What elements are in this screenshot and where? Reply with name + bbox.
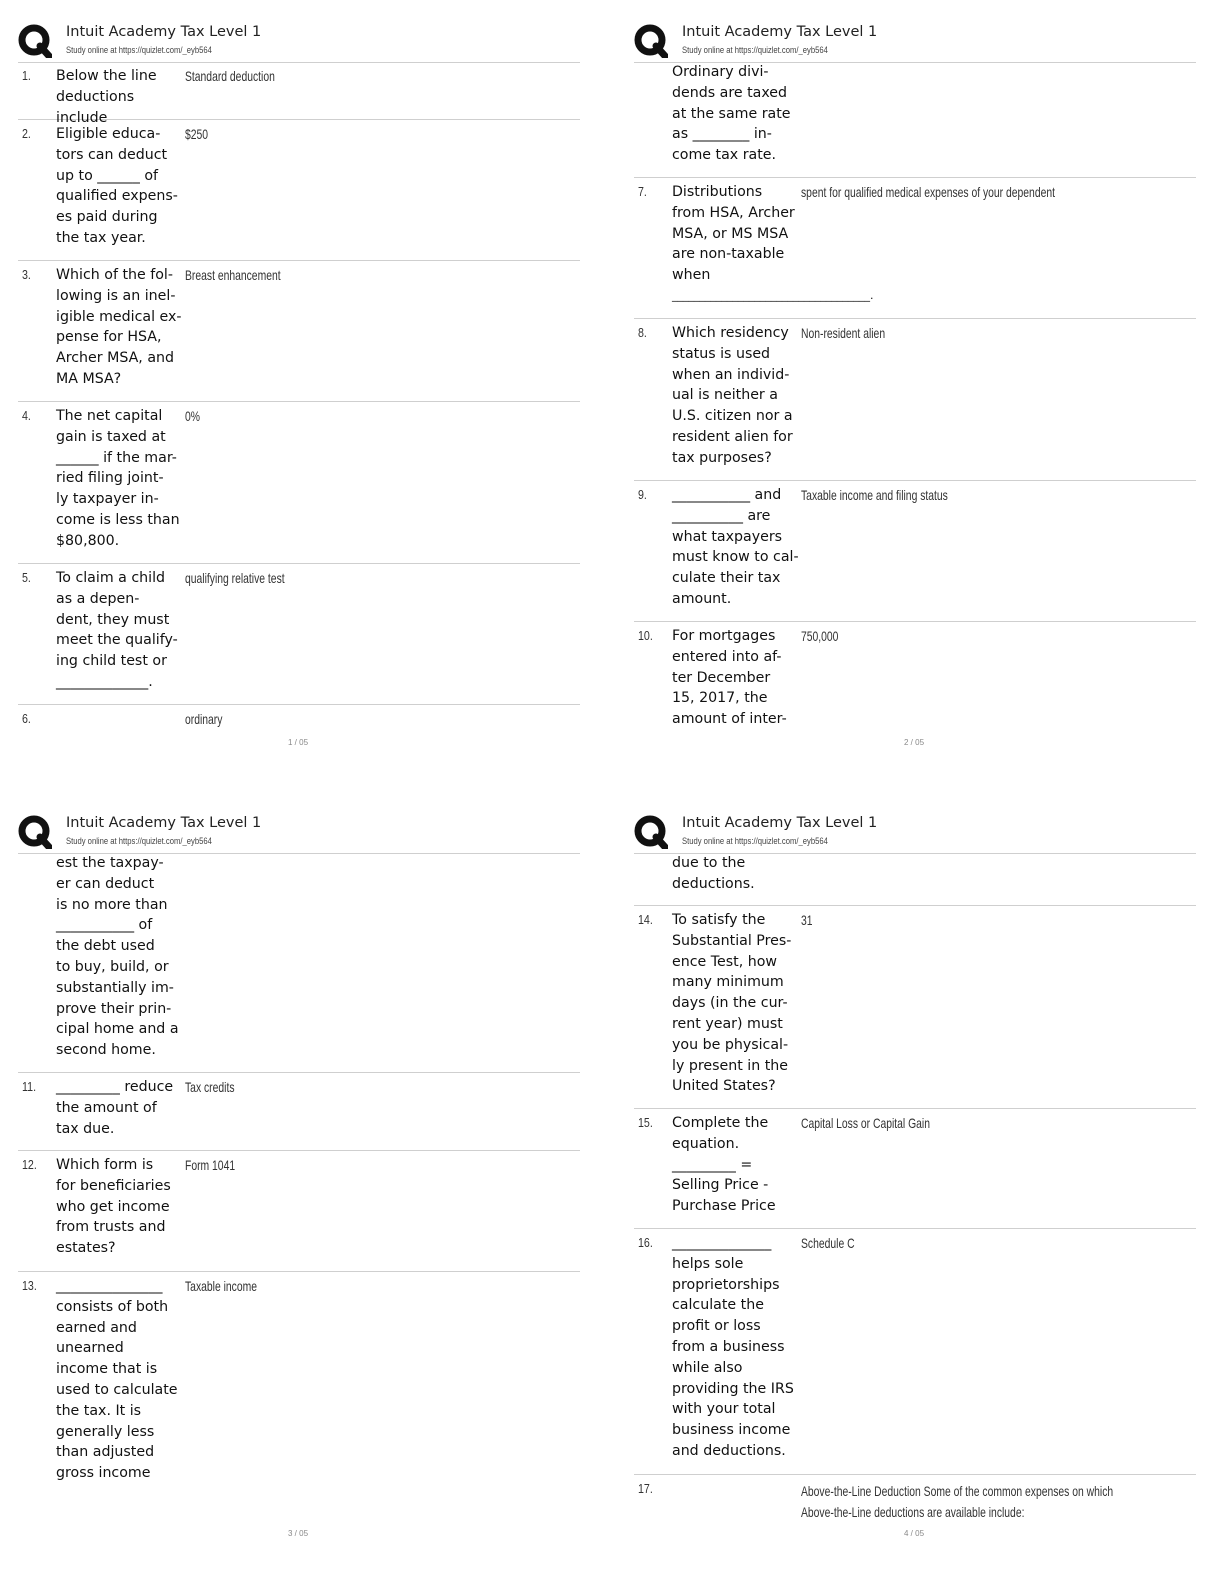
card-question: Ordinary divi- dends are taxed at the same rate as ________ in- come tax rate. [672,64,791,164]
card-answer: Above-the-Line Deduction Some of the common expenses on which Above-the-Line deductions are available include: [801,1483,1114,1520]
card-answer: $250 [185,126,209,142]
card-number: 10. [638,628,653,643]
flashcard-row [18,1073,580,1151]
card-question: Below the line deductions include [56,68,157,126]
flashcard-row [18,564,580,705]
card-question: To claim a child as a depen- dent, they must meet the qualify- ing child test or _____________. [56,570,178,690]
card-answer: Capital Loss or Capital Gain [801,1115,930,1131]
card-answer: Schedule C [801,1235,855,1251]
flashcard-row [634,178,1196,319]
card-number: 15. [638,1115,653,1130]
card-question: ___________ and __________ are what taxpayers must know to cal- culate their tax amount. [672,487,799,607]
card-question: Complete the equation. _________ = Selling Price - Purchase Price [672,1115,776,1215]
card-number: 7. [638,184,647,199]
page-4 [634,813,1214,1553]
flashcard-row [634,481,1196,622]
study-online-link[interactable]: Study online at https://quizlet.com/_eyb564 [682,836,828,846]
flashcard-row [18,1151,580,1272]
card-number: 12. [22,1157,37,1172]
card-answer: Taxable income [185,1278,257,1294]
card-question: For mortgages entered into af- ter December 15, 2017, the amount of inter- [672,628,787,728]
card-answer: Non-resident alien [801,325,886,341]
quizlet-logo-icon [634,24,668,58]
card-question: Which form is for beneficiaries who get income from trusts and estates? [56,1157,171,1257]
page-number: 3 / 05 [288,1529,309,1538]
card-question: Eligible educa- tors can deduct up to ______ of qualified expens- es paid during the tax year. [56,126,178,246]
flashcard-row [634,622,1196,736]
card-number: 9. [638,487,647,502]
page-header [18,813,580,854]
card-question: _______________ consists of both earned and unearned income that is used to calculate the tax. It is generally less than adjusted gross income [56,1278,178,1482]
card-number: 2. [22,126,31,141]
card-question: Distributions from HSA, Archer MSA, or MS MSA are non-taxable when ____________________________________. [672,184,874,302]
card-question: _________ reduce the amount of tax due. [56,1079,174,1137]
page-number: 1 / 05 [288,738,309,747]
flashcard-row [18,402,580,564]
quizlet-logo-icon [634,815,668,849]
deck-title: Intuit Academy Tax Level 1 [682,815,878,831]
flashcard-row [634,906,1196,1109]
flashcard-row [634,1475,1196,1525]
page-3 [18,813,598,1553]
page-number: 4 / 05 [904,1529,925,1538]
page-header [634,813,1196,854]
flashcard-row [634,1229,1196,1475]
card-answer: Breast enhancement [185,267,281,283]
card-answer: Taxable income and filing status [801,487,948,503]
card-answer: qualifying relative test [185,570,285,586]
card-number: 6. [22,711,31,726]
flashcard-row [634,1109,1196,1229]
card-number: 11. [22,1079,37,1094]
card-question: est the taxpay- er can deduct is no more than ___________ of the debt used to buy, build, or substantially im- prove their prin- cipal home and a second home. [56,855,179,1059]
deck-title: Intuit Academy Tax Level 1 [66,24,262,40]
card-answer: Standard deduction [185,68,275,84]
flashcard-row [634,319,1196,481]
flashcard-row [18,705,580,735]
card-number: 1. [22,68,31,83]
card-question: The net capital gain is taxed at ______ if the mar- ried filing joint- ly taxpayer in- come is less than $80,800. [56,408,180,549]
card-number: 8. [638,325,647,340]
card-number: 14. [638,912,653,927]
study-online-link[interactable]: Study online at https://quizlet.com/_eyb564 [66,45,212,55]
flashcard-row-continued [634,853,1196,906]
card-answer: Tax credits [185,1079,235,1095]
flashcard-row [18,261,580,402]
deck-title: Intuit Academy Tax Level 1 [682,24,878,40]
card-question: To satisfy the Substantial Pres- ence Test, how many minimum days (in the cur- rent year) must you be physical- ly present in the United States? [672,912,792,1095]
card-answer: Form 1041 [185,1157,236,1173]
page-1 [18,22,598,762]
card-number: 16. [638,1235,653,1250]
page-header [634,22,1196,63]
card-question: Which residency status is used when an individ- ual is neither a U.S. citizen nor a resident alien for tax purposes? [672,325,793,466]
card-number: 13. [22,1278,37,1293]
flashcard-row [18,62,580,126]
study-online-link[interactable]: Study online at https://quizlet.com/_eyb564 [682,45,828,55]
card-answer: 0% [185,408,200,424]
card-question: due to the deductions. [672,855,755,892]
card-answer: 750,000 [801,628,839,644]
page-header [18,22,580,63]
card-number: 17. [638,1481,653,1496]
card-number: 4. [22,408,31,423]
card-question: Which of the fol- lowing is an inel- igible medical ex- pense for HSA, Archer MSA, and MA MSA? [56,267,182,387]
quizlet-logo-icon [18,815,52,849]
study-online-link[interactable]: Study online at https://quizlet.com/_eyb564 [66,836,212,846]
card-answer: ordinary [185,711,223,727]
quizlet-logo-icon [18,24,52,58]
card-answer: 31 [801,912,813,928]
card-number: 5. [22,570,31,585]
flashcard-row [18,1272,580,1524]
card-answer: spent for qualified medical expenses of your dependent [801,184,1055,200]
card-number: 3. [22,267,31,282]
flashcard-row [18,120,580,261]
deck-title: Intuit Academy Tax Level 1 [66,815,262,831]
card-question: ______________ helps sole proprietorships calculate the profit or loss from a business while also providing the IRS with your total business income and deductions. [672,1235,794,1459]
flashcard-row-continued [634,62,1196,178]
flashcard-row-continued [18,853,580,1073]
page-number: 2 / 05 [904,738,925,747]
page-2 [634,22,1214,762]
